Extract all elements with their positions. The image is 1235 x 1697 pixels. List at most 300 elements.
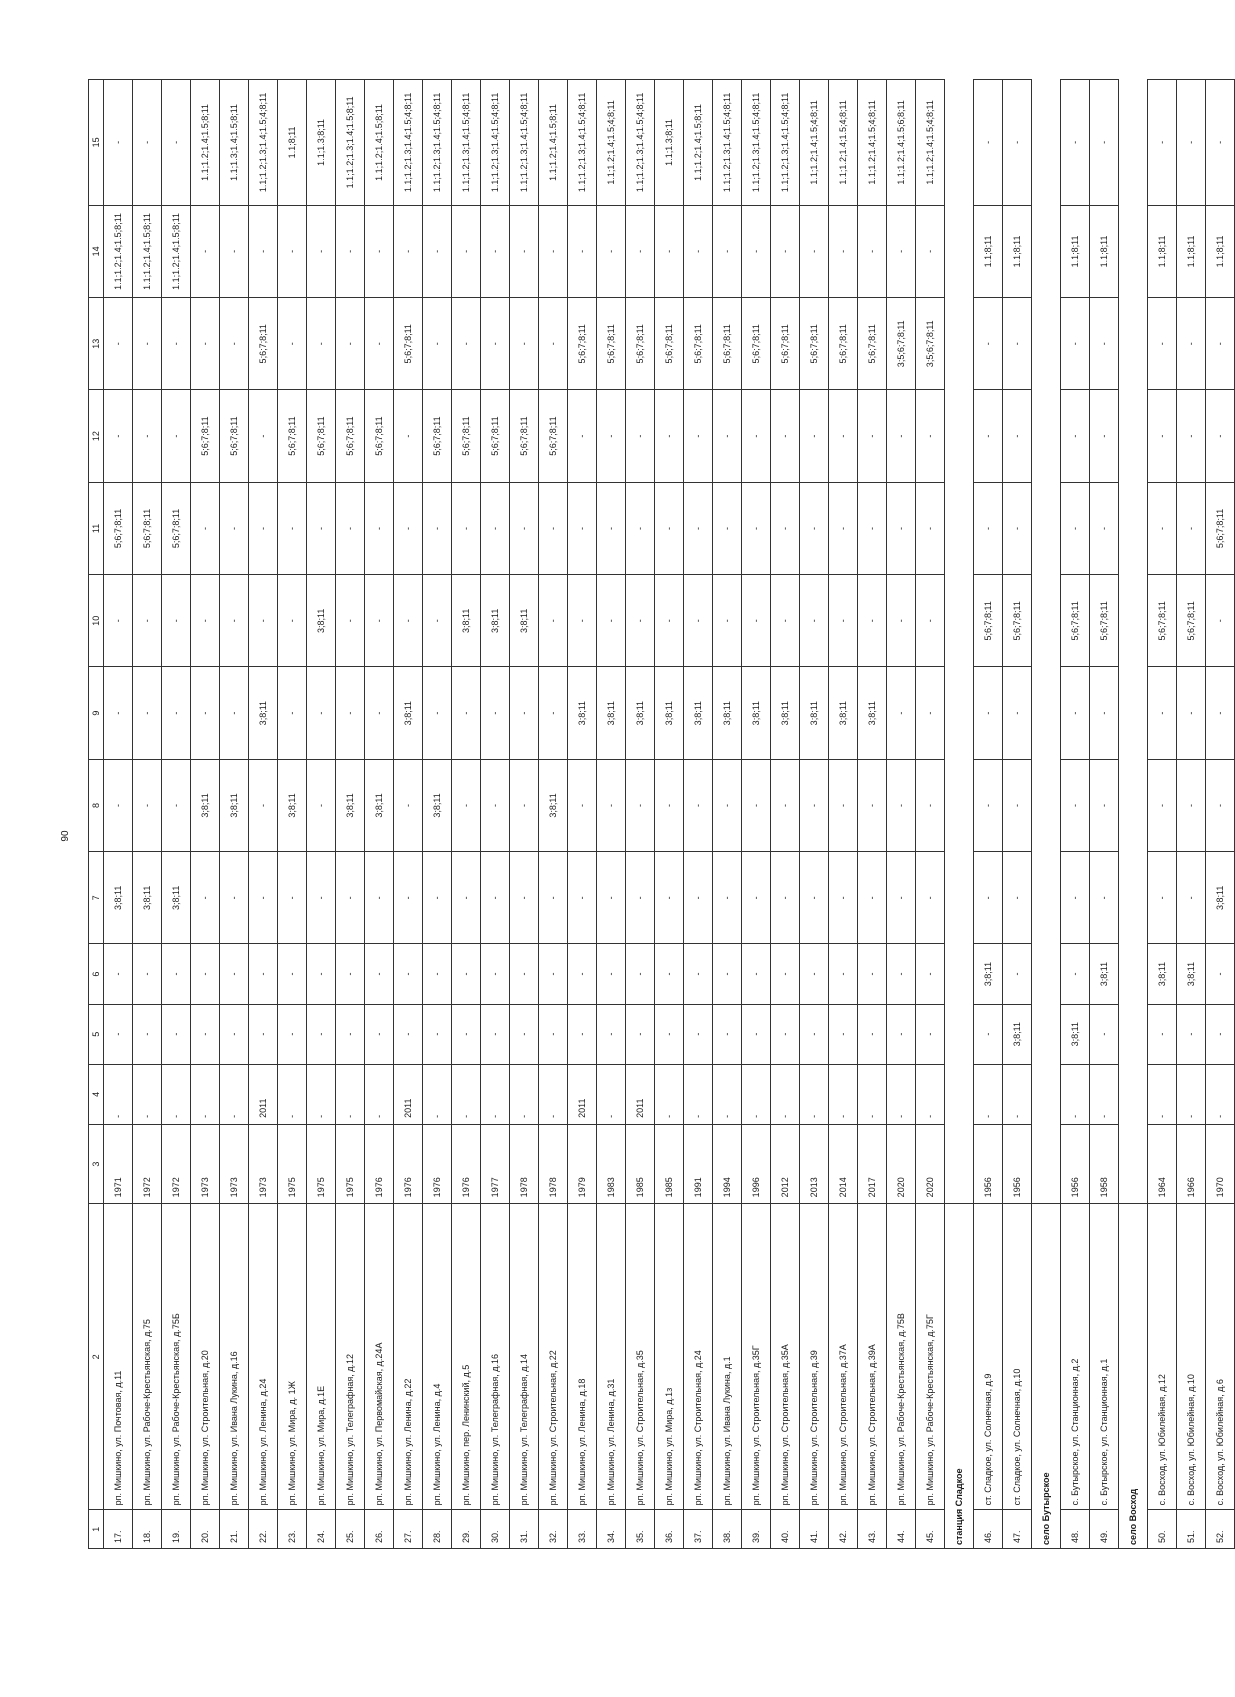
table-cell: - bbox=[133, 390, 162, 482]
table-cell: 5;6;7;8;11 bbox=[626, 298, 655, 390]
table-cell: - bbox=[858, 205, 887, 297]
table-cell: - bbox=[365, 1004, 394, 1064]
table-cell: - bbox=[133, 1064, 162, 1124]
row-number-cell: 26. bbox=[365, 1510, 394, 1549]
table-cell: - bbox=[394, 390, 423, 482]
table-cell: - bbox=[858, 852, 887, 944]
table-cell: - bbox=[800, 390, 829, 482]
table-cell: - bbox=[394, 852, 423, 944]
table-cell: - bbox=[481, 205, 510, 297]
table-row bbox=[1177, 80, 1206, 1549]
table-cell: - bbox=[104, 667, 133, 759]
table-cell: 3;8;11 bbox=[829, 667, 858, 759]
table-cell: - bbox=[742, 390, 771, 482]
table-cell: - bbox=[1003, 298, 1032, 390]
table-cell: - bbox=[220, 575, 249, 667]
table-cell: 1973 bbox=[220, 1124, 249, 1203]
table-cell: 1.1;8;11 bbox=[1003, 205, 1032, 297]
address-cell: ст. Сладкое, ул. Солнечная, д.10 bbox=[1003, 1204, 1032, 1510]
table-cell: 3;8;11 bbox=[394, 667, 423, 759]
table-cell: 5;6;7;8;11 bbox=[481, 390, 510, 482]
address-cell: рп. Мишкино, ул. Рабоче-Крестьянская, д.75В bbox=[887, 1204, 916, 1510]
table-row bbox=[220, 80, 249, 1549]
table-cell: - bbox=[510, 482, 539, 574]
table-cell: 3;8;11 bbox=[684, 667, 713, 759]
table-row bbox=[539, 80, 568, 1549]
table-cell: 1.1;1.2;1.3;1.4;1.5;4;8;11 bbox=[771, 80, 800, 206]
table-cell: 1.1;1.2;1.3;1.4;1.5;4;8;11 bbox=[249, 80, 278, 206]
row-number-cell: 39. bbox=[742, 1510, 771, 1549]
table-cell: - bbox=[1148, 482, 1177, 574]
table-cell: - bbox=[452, 944, 481, 1004]
column-header: 12 bbox=[89, 390, 104, 482]
table-cell: - bbox=[249, 944, 278, 1004]
column-header: 8 bbox=[89, 759, 104, 851]
table-cell: - bbox=[336, 667, 365, 759]
table-cell: - bbox=[858, 390, 887, 482]
table-row bbox=[510, 80, 539, 1549]
table-cell: - bbox=[481, 298, 510, 390]
table-cell: - bbox=[684, 482, 713, 574]
table-cell: - bbox=[1090, 390, 1119, 482]
column-header: 7 bbox=[89, 852, 104, 944]
table-cell: - bbox=[191, 944, 220, 1004]
table-cell: - bbox=[1090, 852, 1119, 944]
column-header: 15 bbox=[89, 80, 104, 206]
table-cell: 5;6;7;8;11 bbox=[742, 298, 771, 390]
table-cell: 1956 bbox=[1061, 1124, 1090, 1203]
table-cell: 5;6;7;8;11 bbox=[191, 390, 220, 482]
table-cell: - bbox=[539, 575, 568, 667]
table-cell: - bbox=[1206, 1004, 1235, 1064]
column-header: 14 bbox=[89, 205, 104, 297]
table-cell: 1977 bbox=[481, 1124, 510, 1203]
table-cell: - bbox=[336, 575, 365, 667]
table-row bbox=[887, 80, 916, 1549]
table-cell: 2017 bbox=[858, 1124, 887, 1203]
table-cell: 5;6;7;8;11 bbox=[829, 298, 858, 390]
section-row bbox=[945, 80, 974, 1549]
table-cell: - bbox=[1003, 1064, 1032, 1124]
table-cell: - bbox=[829, 759, 858, 851]
table-cell: - bbox=[1206, 1064, 1235, 1124]
table-cell: - bbox=[539, 1064, 568, 1124]
table-cell: 5;6;7;8;11 bbox=[452, 390, 481, 482]
table-cell: - bbox=[394, 575, 423, 667]
table-cell: - bbox=[278, 852, 307, 944]
table-cell: - bbox=[597, 390, 626, 482]
table-row bbox=[1061, 80, 1090, 1549]
section-filler bbox=[1119, 80, 1148, 1204]
table-cell: 3;8;11 bbox=[1177, 944, 1206, 1004]
column-header: 9 bbox=[89, 667, 104, 759]
table-header-row bbox=[89, 80, 104, 1549]
table-cell: - bbox=[220, 852, 249, 944]
table-cell: 1.1;1.2;1.3;1.4;1.5;4;8;11 bbox=[452, 80, 481, 206]
table-cell: - bbox=[626, 1004, 655, 1064]
table-cell: - bbox=[1206, 575, 1235, 667]
table-cell: 3;8;11 bbox=[220, 759, 249, 851]
table-cell: - bbox=[220, 1004, 249, 1064]
table-cell: - bbox=[162, 759, 191, 851]
table-cell: - bbox=[1061, 759, 1090, 851]
table-cell: 2020 bbox=[916, 1124, 945, 1203]
table-cell: 1.1;1.2;1.3;1.4;1.5;8;11 bbox=[336, 80, 365, 206]
table-row bbox=[278, 80, 307, 1549]
table-cell: - bbox=[1061, 298, 1090, 390]
table-cell: - bbox=[481, 852, 510, 944]
table-cell: - bbox=[278, 667, 307, 759]
address-cell: с. Бутырское, ул. Станционная, д.2 bbox=[1061, 1204, 1090, 1510]
table-cell: - bbox=[916, 482, 945, 574]
table-cell: - bbox=[713, 482, 742, 574]
table-cell: 1970 bbox=[1206, 1124, 1235, 1203]
table-cell: - bbox=[916, 944, 945, 1004]
table-cell: 1.1;1.2;1.4;1.5;8;11 bbox=[191, 80, 220, 206]
table-cell: - bbox=[1148, 852, 1177, 944]
table-cell: - bbox=[597, 1064, 626, 1124]
table-cell: - bbox=[104, 1004, 133, 1064]
table-cell: - bbox=[887, 852, 916, 944]
table-cell: 1972 bbox=[162, 1124, 191, 1203]
table-cell: - bbox=[742, 482, 771, 574]
table-cell: - bbox=[1206, 390, 1235, 482]
table-cell: 5;6;7;8;11 bbox=[423, 390, 452, 482]
table-cell: - bbox=[104, 298, 133, 390]
table-cell: - bbox=[568, 759, 597, 851]
address-cell: рп. Мишкино, ул. Ивана Лукина, д.1 bbox=[713, 1204, 742, 1510]
table-cell: 3;8;11 bbox=[191, 759, 220, 851]
table-cell: - bbox=[191, 852, 220, 944]
table-cell: 1.1;1.2;1.3;1.4;1.5;4;8;11 bbox=[423, 80, 452, 206]
table-cell: - bbox=[713, 852, 742, 944]
table-cell: - bbox=[858, 759, 887, 851]
row-number-cell: 33. bbox=[568, 1510, 597, 1549]
table-cell: - bbox=[1061, 80, 1090, 206]
section-row bbox=[1032, 80, 1061, 1549]
row-number-cell: 20. bbox=[191, 1510, 220, 1549]
table-cell: 1.1;1.2;1.4;1.5;4;8;11 bbox=[597, 80, 626, 206]
column-header: 10 bbox=[89, 575, 104, 667]
table-cell: 5;6;7;8;11 bbox=[249, 298, 278, 390]
address-cell: рп. Мишкино, ул. Ленина, д.18 bbox=[568, 1204, 597, 1510]
table-row bbox=[191, 80, 220, 1549]
table-cell: - bbox=[887, 575, 916, 667]
table-cell: - bbox=[655, 944, 684, 1004]
table-cell: - bbox=[684, 759, 713, 851]
table-cell: 2011 bbox=[626, 1064, 655, 1124]
table-cell: - bbox=[510, 205, 539, 297]
table-cell: 3;8;11 bbox=[568, 667, 597, 759]
table-cell: 3;8;11 bbox=[597, 667, 626, 759]
table-cell: - bbox=[510, 852, 539, 944]
address-cell: рп. Мишкино, ул. Телеграфная, д.12 bbox=[336, 1204, 365, 1510]
column-header: 6 bbox=[89, 944, 104, 1004]
table-cell: - bbox=[568, 482, 597, 574]
address-cell: с. Бутырское, ул. Станционная, д.1 bbox=[1090, 1204, 1119, 1510]
table-cell: - bbox=[771, 390, 800, 482]
table-cell: 5;6;7;8;11 bbox=[278, 390, 307, 482]
table-cell: 1975 bbox=[278, 1124, 307, 1203]
table-cell: 1975 bbox=[307, 1124, 336, 1203]
table-cell: - bbox=[626, 390, 655, 482]
table-cell: - bbox=[887, 944, 916, 1004]
table-cell: 1.1;8;11 bbox=[1090, 205, 1119, 297]
row-number-cell: 22. bbox=[249, 1510, 278, 1549]
section-row bbox=[1119, 80, 1148, 1549]
table-cell: - bbox=[1003, 944, 1032, 1004]
row-number-cell: 24. bbox=[307, 1510, 336, 1549]
table-cell: - bbox=[771, 205, 800, 297]
table-cell: 1.1;1.2;1.4;1.5;8;11 bbox=[133, 205, 162, 297]
row-number-cell: 40. bbox=[771, 1510, 800, 1549]
table-cell: - bbox=[278, 944, 307, 1004]
table-cell: - bbox=[1148, 667, 1177, 759]
table-cell: - bbox=[365, 205, 394, 297]
table-cell: - bbox=[162, 298, 191, 390]
table-cell: 1976 bbox=[394, 1124, 423, 1203]
table-cell: - bbox=[1177, 390, 1206, 482]
table-cell: - bbox=[887, 482, 916, 574]
table-cell: 3;8;11 bbox=[481, 575, 510, 667]
table-cell: - bbox=[539, 944, 568, 1004]
table-cell: - bbox=[916, 852, 945, 944]
table-cell: - bbox=[829, 944, 858, 1004]
table-cell: - bbox=[684, 575, 713, 667]
row-number-cell: 18. bbox=[133, 1510, 162, 1549]
table-cell: 3;8;11 bbox=[307, 575, 336, 667]
table-cell: - bbox=[423, 1064, 452, 1124]
column-header: 3 bbox=[89, 1124, 104, 1203]
table-cell: - bbox=[684, 944, 713, 1004]
table-cell: 1973 bbox=[191, 1124, 220, 1203]
table-cell: 3;8;11 bbox=[452, 575, 481, 667]
table-row bbox=[829, 80, 858, 1549]
table-cell: - bbox=[423, 1004, 452, 1064]
table-cell: - bbox=[597, 759, 626, 851]
table-cell: - bbox=[307, 944, 336, 1004]
table-cell: 1.1;1.2;1.4;1.5;8;11 bbox=[162, 205, 191, 297]
table-cell: - bbox=[481, 667, 510, 759]
address-cell: рп. Мишкино, ул. Первомайская, д.24А bbox=[365, 1204, 394, 1510]
table-cell: 2011 bbox=[394, 1064, 423, 1124]
table-cell: - bbox=[307, 1004, 336, 1064]
page-number: 90 bbox=[60, 830, 71, 842]
table-cell: - bbox=[1061, 852, 1090, 944]
table-cell: 1.1;1.2;1.4;1.5;4;8;11 bbox=[916, 80, 945, 206]
address-cell: рп. Мишкино, ул. Мира, д.1з bbox=[655, 1204, 684, 1510]
address-cell: рп. Мишкино, ул. Строительная, д.35А bbox=[771, 1204, 800, 1510]
table-cell: - bbox=[191, 1064, 220, 1124]
table-cell: - bbox=[1061, 482, 1090, 574]
table-cell: - bbox=[452, 1004, 481, 1064]
table-cell: 2011 bbox=[568, 1064, 597, 1124]
table-cell: 3;8;11 bbox=[104, 852, 133, 944]
section-filler bbox=[1032, 80, 1061, 1204]
table-cell: 3;8;11 bbox=[423, 759, 452, 851]
table-cell: 1.1;1.2;1.4;1.5;4;8;11 bbox=[829, 80, 858, 206]
table-row bbox=[655, 80, 684, 1549]
table-cell: - bbox=[510, 667, 539, 759]
table-cell: - bbox=[655, 1064, 684, 1124]
table-cell: - bbox=[452, 1064, 481, 1124]
table-cell: - bbox=[1003, 852, 1032, 944]
table-cell: 3;8;11 bbox=[626, 667, 655, 759]
table-cell: 5;6;7;8;11 bbox=[800, 298, 829, 390]
row-number-cell: 45. bbox=[916, 1510, 945, 1549]
table-cell: - bbox=[800, 205, 829, 297]
table-cell: - bbox=[249, 575, 278, 667]
table-cell: - bbox=[452, 298, 481, 390]
table-cell: - bbox=[365, 852, 394, 944]
table-cell: - bbox=[684, 390, 713, 482]
row-number-cell: 46. bbox=[974, 1510, 1003, 1549]
table-cell: - bbox=[771, 852, 800, 944]
table-row bbox=[1206, 80, 1235, 1549]
table-cell: 5;6;7;8;11 bbox=[1003, 575, 1032, 667]
housing-table bbox=[88, 79, 1235, 1549]
table-cell: - bbox=[713, 759, 742, 851]
table-cell: 1.1;1.2;1.4;1.5;4;8;11 bbox=[858, 80, 887, 206]
table-cell: - bbox=[887, 390, 916, 482]
table-cell: - bbox=[829, 852, 858, 944]
table-cell: - bbox=[423, 298, 452, 390]
table-cell: - bbox=[249, 482, 278, 574]
address-cell: с. Восход, ул. Юбилейная, д.12 bbox=[1148, 1204, 1177, 1510]
table-cell: 1956 bbox=[1003, 1124, 1032, 1203]
table-cell: 5;6;7;8;11 bbox=[684, 298, 713, 390]
table-cell: 1.1;1.2;1.3;1.4;1.5;4;8;11 bbox=[713, 80, 742, 206]
address-cell: рп. Мишкино, ул. Рабоче-Крестьянская, д.75Г bbox=[916, 1204, 945, 1510]
table-cell: 3;8;11 bbox=[336, 759, 365, 851]
table-cell: 5;6;7;8;11 bbox=[771, 298, 800, 390]
table-cell: 3;8;11 bbox=[974, 944, 1003, 1004]
table-cell: 1966 bbox=[1177, 1124, 1206, 1203]
row-number-cell: 17. bbox=[104, 1510, 133, 1549]
table-cell: 1.1;1.2;1.3;1.4;1.5;4;8;11 bbox=[742, 80, 771, 206]
row-number-cell: 19. bbox=[162, 1510, 191, 1549]
table-cell: 1.1;1.2;1.3;1.4;1.5;4;8;11 bbox=[626, 80, 655, 206]
table-cell: 3;8;11 bbox=[713, 667, 742, 759]
address-cell: рп. Мишкино, ул. Ленина, д.22 bbox=[394, 1204, 423, 1510]
table-cell: - bbox=[336, 482, 365, 574]
table-row bbox=[597, 80, 626, 1549]
table-cell: 1978 bbox=[510, 1124, 539, 1203]
table-cell: - bbox=[365, 944, 394, 1004]
table-cell: - bbox=[220, 298, 249, 390]
table-row bbox=[394, 80, 423, 1549]
table-cell: - bbox=[1177, 759, 1206, 851]
table-cell: - bbox=[858, 1004, 887, 1064]
table-row bbox=[1003, 80, 1032, 1549]
table-cell: - bbox=[1148, 298, 1177, 390]
table-cell: - bbox=[162, 1004, 191, 1064]
table-cell: 1.1;8;11 bbox=[1148, 205, 1177, 297]
table-cell: - bbox=[800, 944, 829, 1004]
row-number-cell: 41. bbox=[800, 1510, 829, 1549]
table-cell: 3;8;11 bbox=[510, 575, 539, 667]
row-number-cell: 30. bbox=[481, 1510, 510, 1549]
rotated-table bbox=[88, 79, 1225, 1549]
table-cell: - bbox=[452, 667, 481, 759]
table-cell: 3;8;11 bbox=[278, 759, 307, 851]
table-cell: - bbox=[539, 298, 568, 390]
table-cell: - bbox=[974, 390, 1003, 482]
table-cell: 1958 bbox=[1090, 1124, 1119, 1203]
table-cell: - bbox=[1206, 80, 1235, 206]
table-cell: - bbox=[626, 575, 655, 667]
table-cell: - bbox=[162, 80, 191, 206]
table-cell: - bbox=[278, 482, 307, 574]
table-row bbox=[916, 80, 945, 1549]
table-cell: - bbox=[162, 575, 191, 667]
table-cell: 1971 bbox=[104, 1124, 133, 1203]
table-cell: - bbox=[423, 667, 452, 759]
table-cell: - bbox=[800, 575, 829, 667]
table-cell: - bbox=[133, 80, 162, 206]
table-cell: 1.1;1.2;1.4;1.5;4;8;11 bbox=[800, 80, 829, 206]
table-cell: - bbox=[133, 759, 162, 851]
table-cell: 2012 bbox=[771, 1124, 800, 1203]
table-cell: - bbox=[713, 390, 742, 482]
table-cell: 5;6;7;8;11 bbox=[539, 390, 568, 482]
table-cell: - bbox=[104, 390, 133, 482]
table-cell: - bbox=[278, 1004, 307, 1064]
table-cell: - bbox=[742, 205, 771, 297]
row-number-cell: 29. bbox=[452, 1510, 481, 1549]
address-cell: рп. Мишкино, пер. Ленинский, д.5 bbox=[452, 1204, 481, 1510]
table-cell: - bbox=[1090, 759, 1119, 851]
address-cell: рп. Мишкино, ул. Телеграфная, д.14 bbox=[510, 1204, 539, 1510]
table-cell: - bbox=[771, 575, 800, 667]
table-cell: - bbox=[1090, 1064, 1119, 1124]
table-cell: - bbox=[974, 1064, 1003, 1124]
column-header: 11 bbox=[89, 482, 104, 574]
table-cell: - bbox=[452, 205, 481, 297]
table-cell: 5;6;7;8;11 bbox=[510, 390, 539, 482]
address-cell: рп. Мишкино, ул. Ленина, д.24 bbox=[249, 1204, 278, 1510]
table-cell: 5;6;7;8;11 bbox=[1061, 575, 1090, 667]
table-cell: 1.1;8;11 bbox=[1206, 205, 1235, 297]
table-cell: 1.1;1.2;1.3;1.4;1.5;4;8;11 bbox=[394, 80, 423, 206]
table-cell: - bbox=[394, 205, 423, 297]
table-cell: - bbox=[1090, 80, 1119, 206]
table-cell: 3;8;11 bbox=[162, 852, 191, 944]
table-cell: - bbox=[1206, 667, 1235, 759]
table-cell: - bbox=[771, 759, 800, 851]
table-cell: 2020 bbox=[887, 1124, 916, 1203]
table-cell: - bbox=[510, 944, 539, 1004]
table-cell: - bbox=[829, 1004, 858, 1064]
table-cell: - bbox=[336, 298, 365, 390]
table-row bbox=[249, 80, 278, 1549]
table-cell: 5;6;7;8;11 bbox=[104, 482, 133, 574]
table-cell: - bbox=[887, 1004, 916, 1064]
row-number-cell: 42. bbox=[829, 1510, 858, 1549]
address-cell: рп. Мишкино, ул. Строительная, д.35Г bbox=[742, 1204, 771, 1510]
table-cell: - bbox=[336, 944, 365, 1004]
table-row bbox=[626, 80, 655, 1549]
table-cell: 5;6;7;8;11 bbox=[133, 482, 162, 574]
section-filler bbox=[945, 80, 974, 1204]
row-number-cell: 28. bbox=[423, 1510, 452, 1549]
table-row bbox=[307, 80, 336, 1549]
table-cell: 3;8;11 bbox=[365, 759, 394, 851]
section-label: село Бутырское bbox=[1032, 1204, 1061, 1549]
table-cell: - bbox=[1148, 1064, 1177, 1124]
table-cell: - bbox=[365, 298, 394, 390]
table-cell: - bbox=[249, 852, 278, 944]
